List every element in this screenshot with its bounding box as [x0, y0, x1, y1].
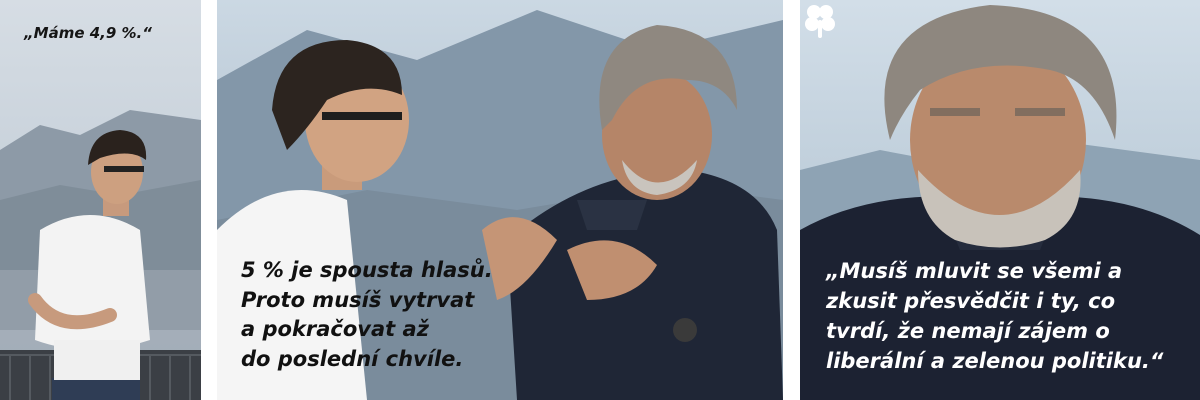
photo-panel-middle	[217, 0, 783, 400]
quote-line: „Máme 4,9 %.“	[24, 24, 152, 42]
quote-line: zkusit přesvědčit i ty, co	[826, 289, 1116, 313]
quote-line: Proto musíš vytrvat	[241, 287, 475, 312]
quote-line: do poslední chvíle.	[241, 346, 464, 371]
quote-line: 5 % je spousta hlasů.	[241, 258, 493, 282]
clover-logo-icon	[800, 0, 840, 40]
quote-line: „Musíš mluvit se všemi a	[826, 259, 1123, 283]
quote-caption-3	[826, 256, 1163, 376]
photo-panel-right	[800, 0, 1200, 400]
quote-caption-1	[24, 24, 152, 42]
quote-line: a pokračovat až	[241, 317, 429, 341]
quote-line: liberální a zelenou politiku.“	[826, 349, 1164, 373]
quote-line: tvrdí, že nemají zájem o	[826, 319, 1110, 343]
photo-panel-left	[0, 0, 201, 400]
photo-young-man-standing	[0, 0, 201, 400]
quote-caption-2	[241, 256, 493, 374]
